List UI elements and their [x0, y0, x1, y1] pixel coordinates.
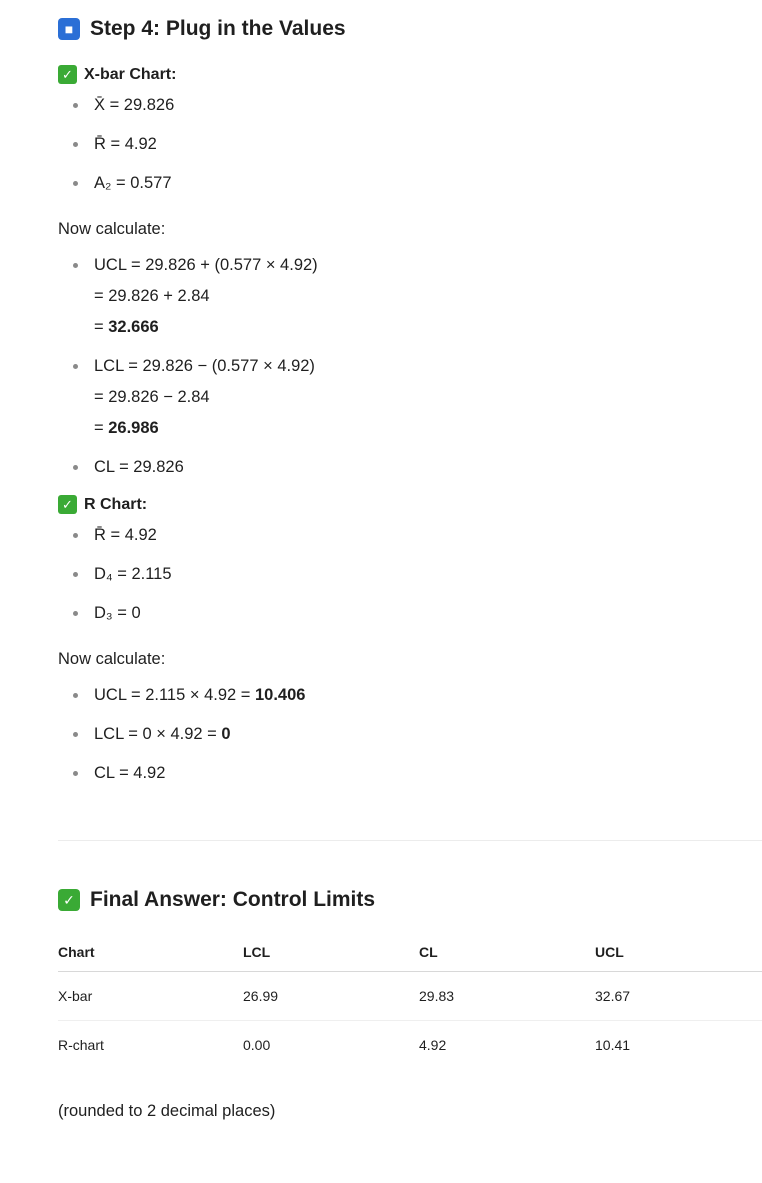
now-calculate-text: Now calculate:: [58, 220, 166, 238]
calc-prefix: =: [94, 318, 109, 336]
calc-prefix: =: [94, 419, 109, 437]
calc-line: = 29.826 + 2.84: [94, 287, 210, 305]
calc-prefix: UCL = 2.115 × 4.92 =: [94, 686, 255, 704]
rchart-lcl-item: [58, 719, 762, 750]
table-row: [58, 1021, 762, 1070]
control-limits-table: [58, 933, 762, 1069]
calc-line: UCL = 29.826 + (0.577 × 4.92): [94, 256, 318, 274]
list-item: X̄ = 29.826: [58, 90, 762, 121]
xbar-givens-list: [58, 90, 762, 199]
calc-result-line: [94, 413, 762, 444]
list-item: A₂ = 0.577: [58, 168, 762, 199]
column-header: LCL: [243, 933, 419, 972]
check-icon: ✓: [58, 889, 80, 911]
book-icon: ■: [58, 18, 80, 40]
xbar-section-title: [58, 65, 762, 84]
calc-line: LCL = 29.826 − (0.577 × 4.92): [94, 357, 315, 375]
table-cell: R-chart: [58, 1037, 104, 1053]
table-cell: 10.41: [595, 1037, 631, 1053]
check-icon: ✓: [58, 65, 77, 84]
table-cell: 0.00: [243, 1037, 271, 1053]
list-item: D₄ = 2.115: [58, 559, 762, 590]
calc-result-line: [94, 312, 762, 343]
xbar-ucl-item: [58, 250, 762, 343]
rchart-lcl-result: 0: [221, 725, 231, 743]
rchart-calc-list: [58, 680, 762, 789]
list-item: R̄ = 4.92: [58, 520, 762, 551]
xbar-cl-item: CL = 29.826: [58, 452, 762, 483]
rchart-title-text: R Chart:: [84, 495, 148, 513]
rchart-section-title: [58, 495, 762, 514]
rchart-cl-item: CL = 4.92: [58, 758, 762, 789]
column-header: UCL: [595, 933, 762, 972]
final-heading-text: Final Answer: Control Limits: [90, 888, 376, 911]
xbar-ucl-result: 32.666: [108, 318, 159, 336]
table-cell: X-bar: [58, 972, 243, 1021]
xbar-lcl-result: 26.986: [108, 419, 159, 437]
list-item: R̄ = 4.92: [58, 129, 762, 160]
xbar-calc-list: [58, 250, 762, 483]
rchart-ucl-result: 10.406: [255, 686, 306, 704]
list-item: D₃ = 0: [58, 598, 762, 629]
table-cell: 26.99: [243, 972, 419, 1021]
final-heading: [58, 888, 762, 912]
table-row: [58, 972, 762, 1021]
table-cell: 4.92: [419, 1037, 447, 1053]
rchart-ucl-item: [58, 680, 762, 711]
calc-prefix: LCL = 0 × 4.92 =: [94, 725, 222, 743]
step4-heading-text: Step 4: Plug in the Values: [90, 17, 346, 40]
table-cell: 32.67: [595, 972, 762, 1021]
calc-line: = 29.826 − 2.84: [94, 388, 210, 406]
xbar-title-text: X-bar Chart:: [84, 65, 177, 83]
table-cell: 29.83: [419, 972, 595, 1021]
step4-heading: [58, 17, 762, 41]
rchart-givens-list: [58, 520, 762, 629]
rounding-note: (rounded to 2 decimal places): [58, 1102, 276, 1120]
check-icon: ✓: [58, 495, 77, 514]
xbar-lcl-item: [58, 351, 762, 444]
column-header: Chart: [58, 933, 243, 972]
table-header-row: [58, 933, 762, 972]
now-calculate-text: Now calculate:: [58, 650, 166, 668]
column-header: CL: [419, 933, 595, 972]
